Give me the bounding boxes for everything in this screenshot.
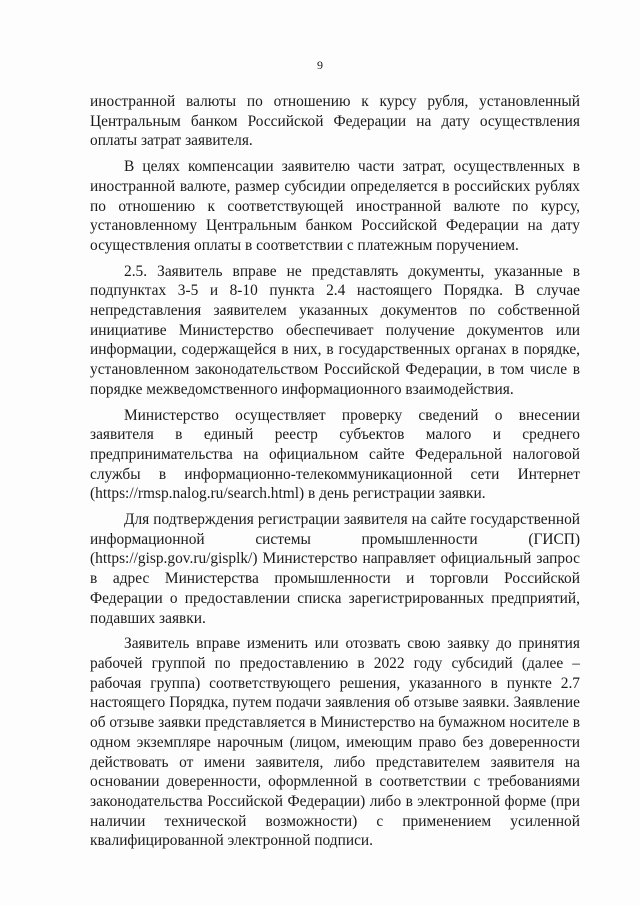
document-body	[90, 92, 580, 857]
paragraph-currency-rate: иностранной валюты по отношению к курсу рубля, установленный Центральным банком Российской Федерации на дату осуществления оплаты затрат заявителя.	[90, 93, 580, 150]
paragraph-compensation: В целях компенсации заявителю части затрат, осуществленных в иностранной валюте, размер субсидии определяется в российских рублях по отношению к соответствующей иностранной валюте по курсу, установленному Центральным банком Российской Федерации на дату осуществления оплаты в соответствии с платежным поручением.	[90, 158, 580, 254]
paragraph-sme-registry-check: Министерство осуществляет проверку сведений о внесении заявителя в единый реестр субъектов малого и среднего предпринимательства на официальном сайте Федеральной налоговой службы в информационно-телекоммуникационной сети Интернет (https://rmsp.nalog.ru/search.html) в день регистрации заявки.	[90, 406, 580, 503]
paragraph-2-5: 2.5. Заявитель вправе не представлять документы, указанные в подпунктах 3-5 и 8-10 пункта 2.4 настоящего Порядка. В случае непредставления заявителем указанных документов по собственной инициативе Министерство обеспечивает получение документов или информации, содержащейся в них, в государственных органах в порядке, установленном законодательством Российской Федерации, в том числе в порядке межведомственного информационного взаимодействия.	[90, 262, 580, 398]
paragraph-gisp-registration: Для подтверждения регистрации заявителя на сайте государственной информационной системы промышленности (ГИСП) (https://gisp.gov.ru/gisplk/) Министерство направляет официальный запрос в адрес Министерства промышленности и торговли Российской Федерации о предоставлении списка зарегистрированных предприятий, подавших заявки.	[90, 511, 580, 627]
paragraph-application-withdrawal: Заявитель вправе изменить или отозвать свою заявку до принятия рабочей группой по предоставлению в 2022 году субсидий (далее – рабочая группа) соответствующего решения, указанного в пункте 2.7 настоящего Порядка, путем подачи заявления об отзыве заявки. Заявление об отзыве заявки представляется в Министерство на бумажном носителе в одном экземпляре нарочным (лицом, имеющим право без доверенности действовать от имени заявителя, либо представителем заявителя на основании доверенности, оформленной в соответствии с требованиями законодательства Российской Федерации) либо в электронной форме (при наличии технической возможности) с применением усиленной квалифицированной электронной подписи.	[90, 635, 580, 850]
page-number: 9	[317, 58, 323, 72]
